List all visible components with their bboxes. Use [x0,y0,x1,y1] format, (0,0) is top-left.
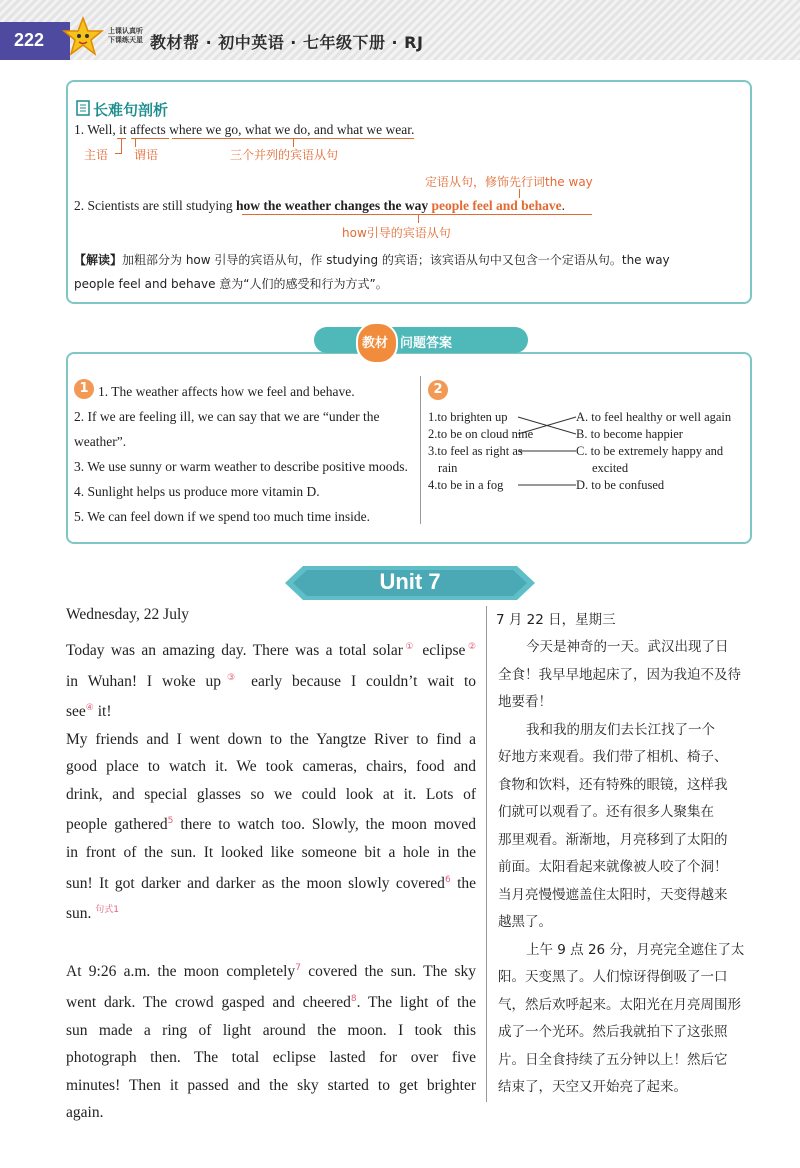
chinese-line: 前面。太阳看起来就像被人咬了个洞！ [498,859,728,875]
text-span: sun. [66,905,92,923]
answers-divider [420,376,421,524]
note-label: 【解读】 [74,253,123,267]
chinese-line: 全食！我早早地起床了，因为我迫不及待 [498,666,741,683]
text-span: in Wuhan! I woke up [66,672,221,690]
answer-line: 5. We can feel down if we spend too much time inside. [74,509,370,524]
chinese-line: 片。日全食持续了五分钟以上！然后它 [498,1051,728,1068]
match-left-item: 3.to feel as right as [428,444,523,458]
match-left-item: rain [438,461,458,475]
english-line: minutes! Then it passed and the sky started to get brighter [66,1076,476,1094]
unit-title: Unit 7 [379,569,441,594]
chinese-line: 结束了，天空又开始亮了起来。 [498,1079,687,1095]
chinese-line: 食物和饮料，还有特殊的眼镜，这样我 [498,776,728,793]
match-right-item: D. to be confused [576,478,665,492]
sentence-2 [74,198,565,214]
text-span: early because I couldn’t wait to [251,672,477,690]
english-line [66,955,476,986]
question-2-badge: 2 [428,380,448,400]
chinese-line: 阳。天变黑了。人们惊讶得倒吸了一口 [498,969,728,985]
answer-line: 1. The weather affects how we feel and behave. [98,384,355,399]
document-icon [76,100,90,116]
header-tagline [108,27,143,45]
footnote-marker: ① [402,642,416,652]
match-left-item: 4.to be in a fog [428,478,504,492]
chinese-line: 今天是神奇的一天。武汉出现了日 [526,639,729,655]
match-right-item: A. to feel healthy or well again [576,410,732,424]
english-line: sun made a ring of light around the moon. I took this [66,1021,476,1039]
tagline-line-1: 上课认真听 [108,27,143,35]
footnote-marker: 8 [350,994,357,1005]
text-span: sun! It got darker and darker as the moon slowly covered [66,874,445,892]
label-verb: 谓语 [134,148,159,162]
text-span: the [457,874,476,892]
english-line: My friends and I went down to the Yangtze River to find a [66,730,476,748]
column-divider [486,606,487,1102]
sentence-1 [74,122,414,138]
text-span: covered the sun. The sky [308,963,476,981]
match-right-item: C. to be extremely happy and [576,444,724,458]
paragraph-gap [66,928,476,956]
book-title: 教材帮 · 初中英语 · 七年级下册 · RJ [150,33,424,52]
sentence-pattern-tag: 句式1 [95,905,120,916]
english-line [66,986,476,1017]
note-line-2: people feel and behave 意为“人们的感受和行为方式”。 [74,277,388,291]
answers-tag-b: 问题答案 [400,336,453,351]
chinese-line: 地要看！ [498,694,552,710]
s1-rest: where we go, what we do, and what we wear. [165,122,415,137]
analysis-note [74,248,742,296]
chinese-date: 7 月 22 日，星期三 [496,612,616,628]
footnote-marker: ② [465,642,477,652]
english-line: good place to watch it. We took cameras, chairs, food and [66,758,476,776]
english-date: Wednesday, 22 July [66,606,190,623]
s1-verb: affects [130,122,166,137]
match-right-item: excited [592,461,629,475]
tagline-line-2: 下课练天星 [108,36,143,44]
text-span: went dark. The crowd gasped and cheered [66,994,351,1012]
answer-line: weather”. [74,434,127,449]
chinese-line: 好地方来观看。我们带了相机、椅子、 [498,749,728,765]
chinese-line: 们就可以观看了。还有很多人聚集在 [498,804,714,820]
answer-line: 3. We use sunny or warm weather to describe positive moods. [74,459,408,474]
chinese-passage [498,634,760,1102]
english-line: drink, and special glasses so we could look at it. Lots of [66,785,476,803]
s1-subject-arrow-v [121,139,122,153]
chinese-line: 那里观看。渐渐地，月亮移到了太阳的 [498,831,728,848]
english-line [66,867,476,898]
page-number: 222 [14,30,45,50]
chinese-line: 上午 9 点 26 分，月亮完全遮住了太 [526,941,745,958]
answer-line: 2. If we are feeling ill, we can say that we are “under the [74,409,380,424]
star-mascot-icon [62,16,104,58]
s2-pre: 2. Scientists are still studying [74,198,236,213]
matching-right [576,409,731,494]
s1-subject-arrow-h [115,153,122,154]
s1-pre: 1. Well, [74,122,120,137]
text-span: there to watch too. Slowly, the moon moved [180,816,477,834]
footnote-marker: ④ [85,703,94,714]
text-span: it! [97,703,112,721]
s2-bold-clause: how the weather changes the way [236,198,429,213]
label-object-clause: how引导的宾语从句 [342,226,451,240]
s1-subject: it [119,122,127,137]
text-span: see [66,703,86,721]
matching-lines [516,408,580,494]
question-1-answers [74,379,410,529]
s2-post: . [561,198,565,213]
chinese-line: 气，然后欢呼起来。太阳光在月亮周围形 [498,996,741,1013]
english-line [66,897,476,928]
text-span: people gathered [66,816,168,834]
text-span: . The light of the [356,994,476,1012]
english-line: in front of the sun. It looked like someone bit a hole in the [66,844,476,862]
chinese-line: 越黑了。 [498,914,552,930]
answer-line: 4. Sunlight helps us produce more vitamin D. [74,484,320,499]
label-attributive-clause: 定语从句，修饰先行词the way [425,175,593,189]
question-1-badge: 1 [74,379,94,399]
match-left-item: 2.to be on cloud nine [428,427,534,441]
text-span: eclipse [422,642,466,660]
chinese-line: 当月亮慢慢遮盖住太阳时，天变得越来 [498,886,728,903]
english-line [66,695,476,726]
s2-underline [242,214,592,215]
english-line [66,634,476,665]
english-passage [66,634,476,1127]
english-line: photograph then. The total eclipse lasted for over five [66,1049,476,1067]
analysis-title: 长难句剖析 [93,101,169,119]
match-left-item: 1.to brighten up [428,410,508,424]
english-line: again. [66,1104,104,1122]
s1-verb-underline [131,138,169,139]
label-clauses: 三个并列的宾语从句 [230,148,339,162]
chinese-line: 成了一个光环。然后我就拍下了这张照 [498,1024,728,1040]
footnote-marker: ③ [221,672,242,683]
footnote-marker: 5 [167,816,174,827]
label-subject: 主语 [84,148,109,162]
s2-attr-arrow [519,189,520,198]
text-span: Today was an amazing day. There was a total solar [66,642,403,660]
footnote-marker: 6 [444,874,451,885]
english-line [66,808,476,839]
chinese-line: 我和我的朋友们去长江找了一个 [526,721,715,738]
match-right-item: B. to become happier [576,427,683,441]
footnote-marker: 7 [295,963,301,974]
s2-obj-arrow [418,215,419,223]
english-line [66,665,476,696]
note-line-1: 加粗部分为 how 引导的宾语从句，作 studying 的宾语；该宾语从句中又包含一个定语从句。the way [122,253,670,267]
answers-tag-a: 教材 [362,336,389,351]
s2-attr-clause: people feel and behave [431,198,562,213]
text-span: At 9:26 a.m. the moon completely [66,963,296,981]
